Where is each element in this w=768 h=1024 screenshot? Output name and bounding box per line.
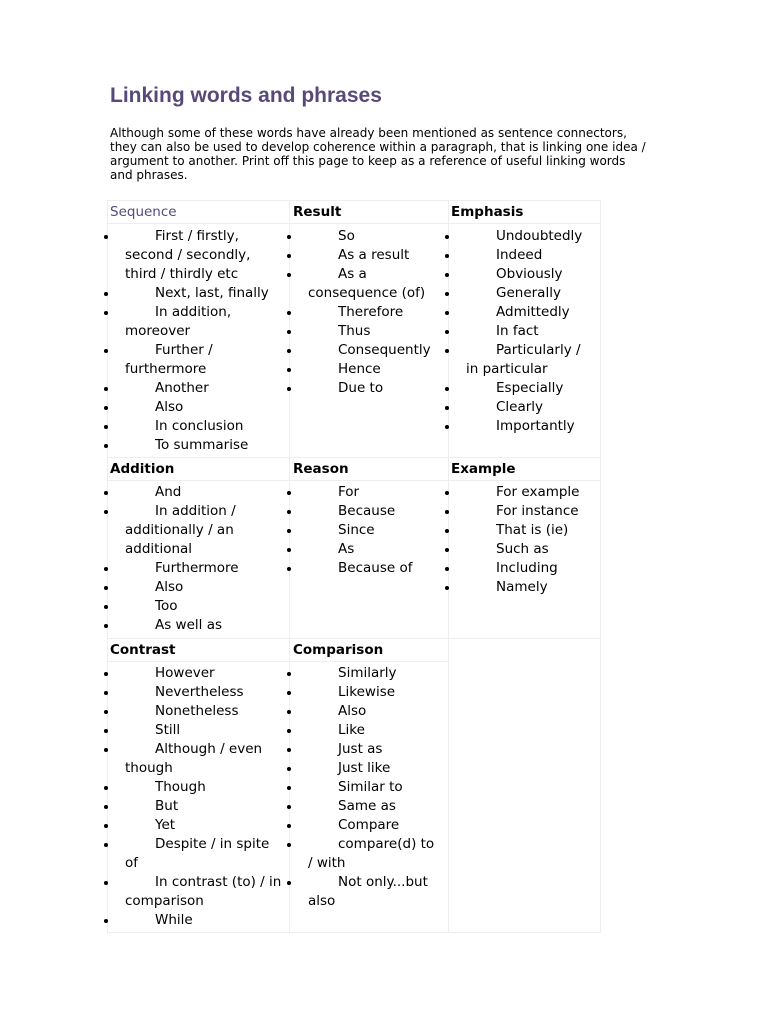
list-item: In addition / additionally / an additional	[109, 502, 274, 559]
list-item: Same as	[292, 797, 442, 816]
list-item: Also	[292, 702, 442, 721]
addition-list	[109, 483, 274, 635]
list-item: Further / furthermore	[109, 341, 279, 379]
list-item: As	[292, 540, 438, 559]
emphasis-list	[450, 227, 596, 436]
list-item: Nonetheless	[109, 702, 283, 721]
list-item: Furthermore	[109, 559, 274, 578]
list-item: Especially	[450, 379, 596, 398]
list-item: First / firstly, second / secondly, third / thirdly etc	[109, 227, 279, 284]
list-item: compare(d) to / with	[292, 835, 442, 873]
list-item: Yet	[109, 816, 283, 835]
list-item: In contrast (to) / in comparison	[109, 873, 283, 911]
list-item: As a result	[292, 246, 438, 265]
list-item: Obviously	[450, 265, 596, 284]
list-item: Including	[450, 559, 596, 578]
sequence-heading: Sequence	[110, 204, 177, 220]
result-list	[292, 227, 438, 398]
list-item: Particularly / in particular	[450, 341, 596, 379]
list-item: So	[292, 227, 438, 246]
list-item: In conclusion	[109, 417, 279, 436]
list-item: Clearly	[450, 398, 596, 417]
list-item: Still	[109, 721, 283, 740]
list-item: Next, last, finally	[109, 284, 279, 303]
reason-list	[292, 483, 438, 578]
list-item: To summarise	[109, 436, 279, 455]
contrast-list	[109, 664, 283, 930]
list-item: Compare	[292, 816, 442, 835]
list-item: In fact	[450, 322, 596, 341]
list-item: Just as	[292, 740, 442, 759]
list-item: Due to	[292, 379, 438, 398]
list-item: Admittedly	[450, 303, 596, 322]
list-item: Generally	[450, 284, 596, 303]
list-item: Similar to	[292, 778, 442, 797]
list-item: Also	[109, 398, 279, 417]
list-item: For	[292, 483, 438, 502]
list-item: Just like	[292, 759, 442, 778]
list-item: Not only...but also	[292, 873, 442, 911]
addition-heading: Addition	[110, 461, 175, 477]
list-item: And	[109, 483, 274, 502]
list-item: Because of	[292, 559, 438, 578]
list-item: Despite / in spite of	[109, 835, 283, 873]
list-item: Also	[109, 578, 274, 597]
list-item: For example	[450, 483, 596, 502]
table-cell	[448, 638, 601, 933]
list-item: Undoubtedly	[450, 227, 596, 246]
contrast-heading: Contrast	[110, 642, 176, 658]
list-item: Similarly	[292, 664, 442, 683]
example-list	[450, 483, 596, 597]
list-item: Thus	[292, 322, 438, 341]
list-item: While	[109, 911, 283, 930]
list-item: As a consequence (of)	[292, 265, 438, 303]
list-item: Importantly	[450, 417, 596, 436]
list-item: Nevertheless	[109, 683, 283, 702]
list-item: Likewise	[292, 683, 442, 702]
list-item: Since	[292, 521, 438, 540]
result-heading: Result	[293, 204, 342, 220]
reason-heading: Reason	[293, 461, 349, 477]
sequence-list	[109, 227, 279, 455]
list-item: But	[109, 797, 283, 816]
list-item: In addition, moreover	[109, 303, 279, 341]
example-heading: Example	[451, 461, 516, 477]
list-item: However	[109, 664, 283, 683]
list-item: Namely	[450, 578, 596, 597]
list-item: Because	[292, 502, 438, 521]
list-item: Hence	[292, 360, 438, 379]
list-item: Another	[109, 379, 279, 398]
list-item: Consequently	[292, 341, 438, 360]
list-item: Too	[109, 597, 274, 616]
emphasis-heading: Emphasis	[451, 204, 524, 220]
page-title: Linking words and phrases	[110, 84, 382, 107]
list-item: Indeed	[450, 246, 596, 265]
list-item: Therefore	[292, 303, 438, 322]
list-item: Though	[109, 778, 283, 797]
list-item: Like	[292, 721, 442, 740]
comparison-heading: Comparison	[293, 642, 384, 658]
list-item: As well as	[109, 616, 274, 635]
list-item: Such as	[450, 540, 596, 559]
intro-paragraph: Although some of these words have already been mentioned as sentence connectors, they can also be used to develop coherence within a paragraph, that is linking one idea / argument to another. Print off this page to keep as a reference of useful linking words and phrases.	[110, 126, 646, 182]
list-item: That is (ie)	[450, 521, 596, 540]
comparison-list	[292, 664, 442, 911]
list-item: For instance	[450, 502, 596, 521]
list-item: Although / even though	[109, 740, 283, 778]
